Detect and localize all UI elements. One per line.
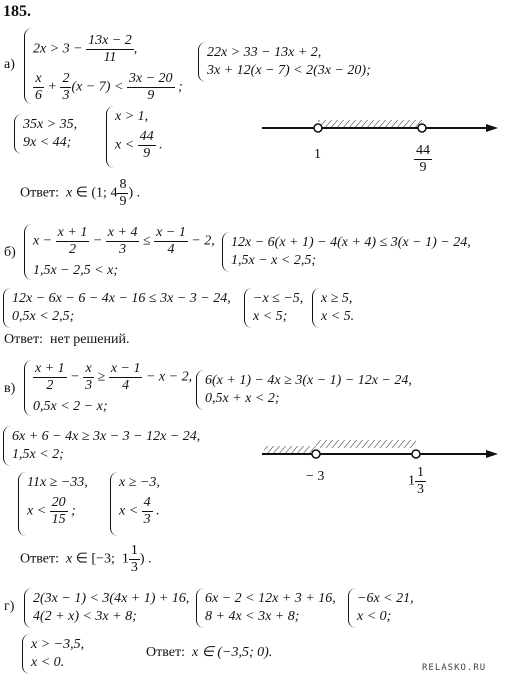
part-v-system-1 xyxy=(24,360,194,416)
math-line: 9x < 44; xyxy=(23,135,72,150)
math-line: x < 5; xyxy=(253,309,288,324)
math-line: x ≥ 5, xyxy=(321,291,353,306)
answer-a: Ответ: x ∈ (1; 4 $\frac{8}{9}$ ) . xyxy=(20,177,141,209)
math-line: 11x ≥ −33, xyxy=(27,475,88,490)
hatch-region xyxy=(318,120,422,128)
math-line: x ≥ −3, xyxy=(119,475,160,490)
math-line: 0,5x < 2,5; xyxy=(12,309,75,324)
brace xyxy=(222,232,230,272)
part-g-system-3 xyxy=(348,588,428,628)
math-line: −6x < 21, xyxy=(357,591,414,606)
answer-text: нет решений. xyxy=(49,332,130,347)
hatch-region xyxy=(316,440,416,448)
arrow-head xyxy=(486,450,498,458)
axis-tick-label: − 3 xyxy=(306,469,325,484)
answer-label: Ответ: xyxy=(4,332,43,347)
part-v-system-4 xyxy=(18,472,108,536)
brace xyxy=(3,426,11,466)
part-g-system-2 xyxy=(196,588,346,628)
part-g-label: г) xyxy=(4,599,15,614)
math-line: 2(3x − 1) < 3(4x + 1) + 16, xyxy=(33,591,190,606)
answer-g xyxy=(146,646,272,660)
part-a-system-3 xyxy=(14,114,104,154)
math-line: 3x + 12(x − 7) < 2(3x − 20); xyxy=(207,63,371,78)
math-line: 1,5x − 2,5 < x; xyxy=(33,263,118,278)
brace xyxy=(312,288,320,328)
part-a-system-2 xyxy=(198,42,398,82)
brace xyxy=(24,588,32,628)
math-line: −x ≤ −5, xyxy=(253,291,304,306)
part-b-system-5 xyxy=(312,288,376,328)
math-line: 6(x + 1) − 4x ≥ 3(x − 1) − 12x − 24, xyxy=(205,373,412,388)
brace xyxy=(106,106,114,168)
part-g-system-1 xyxy=(24,588,194,628)
part-v-system-3 xyxy=(3,426,233,466)
brace xyxy=(198,42,206,82)
part-b-system-2 xyxy=(222,232,502,272)
math-line: 12x − 6x − 6 − 4x − 16 ≤ 3x − 3 − 24, xyxy=(12,291,231,306)
math-line: $\frac{x + 1}{2}$ − $\frac{x}{3}$ ≥ $\frac{x - 1}{4}$ − x − 2, xyxy=(35,361,193,393)
math-line: 2x > 3 − $\frac{13x - 2}{11}$ , xyxy=(33,33,138,65)
brace xyxy=(196,588,204,628)
part-a-system-1 xyxy=(24,28,194,104)
brace xyxy=(244,288,252,328)
axis-tick-label: 1 xyxy=(314,147,321,162)
brace xyxy=(348,588,356,628)
math-line: x > 1, xyxy=(115,109,149,124)
math-line: x < 0. xyxy=(31,655,65,670)
part-v-label: в) xyxy=(4,381,16,396)
part-b-system-3 xyxy=(3,288,238,328)
number-line-v xyxy=(262,438,502,468)
brace xyxy=(22,634,30,674)
part-g-system-4 xyxy=(22,634,102,674)
math-line: 35x > 35, xyxy=(23,117,78,132)
open-point xyxy=(418,124,426,132)
answer-text: x ∈ (−3,5; 0). xyxy=(191,645,273,660)
open-point xyxy=(314,124,322,132)
brace xyxy=(196,370,204,410)
hatch-region xyxy=(264,446,316,454)
axis-tick-label: $\frac{44}{9}$ xyxy=(416,143,430,175)
brace xyxy=(3,288,11,328)
math-line: x − $\frac{x + 1}{2}$ − $\frac{x + 4}{3}$ ≤ $\frac{x - 1}{4}$ − 2, xyxy=(33,225,215,257)
math-line: 1,5x − x < 2,5; xyxy=(231,253,316,268)
math-line: x < 0; xyxy=(357,609,392,624)
brace xyxy=(110,472,118,536)
math-line: 6x + 6 − 4x ≥ 3x − 3 − 12x − 24, xyxy=(12,429,201,444)
brace xyxy=(14,114,22,154)
open-point xyxy=(412,450,420,458)
answer-label: Ответ: xyxy=(146,645,185,660)
number-line-a xyxy=(260,112,500,142)
open-point xyxy=(312,450,320,458)
math-line: x < $\frac{4}{3}$ . xyxy=(119,495,160,527)
arrow-head xyxy=(486,124,498,132)
math-line: 22x > 33 − 13x + 2, xyxy=(207,45,322,60)
math-line: x < $\frac{20}{15}$ ; xyxy=(27,495,76,527)
math-line: x < 5. xyxy=(321,309,355,324)
part-a-label: а) xyxy=(4,57,15,72)
math-line: 12x − 6(x + 1) − 4(x + 4) ≤ 3(x − 1) − 24, xyxy=(231,235,471,250)
part-b-label: б) xyxy=(4,245,16,260)
brace xyxy=(24,224,32,280)
math-line: 4(2 + x) < 3x + 8; xyxy=(33,609,137,624)
part-v-system-2 xyxy=(196,370,446,410)
math-line: 0,5x < 2 − x; xyxy=(33,399,108,414)
brace xyxy=(24,28,32,104)
answer-label: Ответ: xyxy=(20,551,59,567)
math-line: 6x − 2 < 12x + 3 + 16, xyxy=(205,591,336,606)
answer-label: Ответ: xyxy=(20,185,59,201)
math-line: $\frac{x}{6}$ + $\frac{2}{3}$ (x − 7) < $\frac{3x - 20}{9}$ ; xyxy=(35,71,183,103)
answer-v: Ответ: x ∈ [−3; 1 $\frac{1}{3}$ ) . xyxy=(20,543,152,575)
part-b-system-4 xyxy=(244,288,308,328)
math-line: 0,5x + x < 2; xyxy=(205,391,280,406)
part-b-system-1 xyxy=(24,224,219,280)
axis-tick-label: 1 $\frac{1}{3}$ xyxy=(408,465,424,497)
answer-b xyxy=(4,333,130,347)
brace xyxy=(24,360,32,416)
math-line: x < $\frac{44}{9}$ . xyxy=(115,129,163,161)
watermark: RELASKO.RU xyxy=(422,663,487,673)
math-line: 1,5x < 2; xyxy=(12,447,64,462)
part-a-system-4 xyxy=(106,106,176,168)
brace xyxy=(18,472,26,536)
problem-number: 185. xyxy=(3,3,31,20)
part-v-system-5 xyxy=(110,472,180,536)
math-line: x > −3,5, xyxy=(31,637,85,652)
math-line: 8 + 4x < 3x + 8; xyxy=(205,609,300,624)
